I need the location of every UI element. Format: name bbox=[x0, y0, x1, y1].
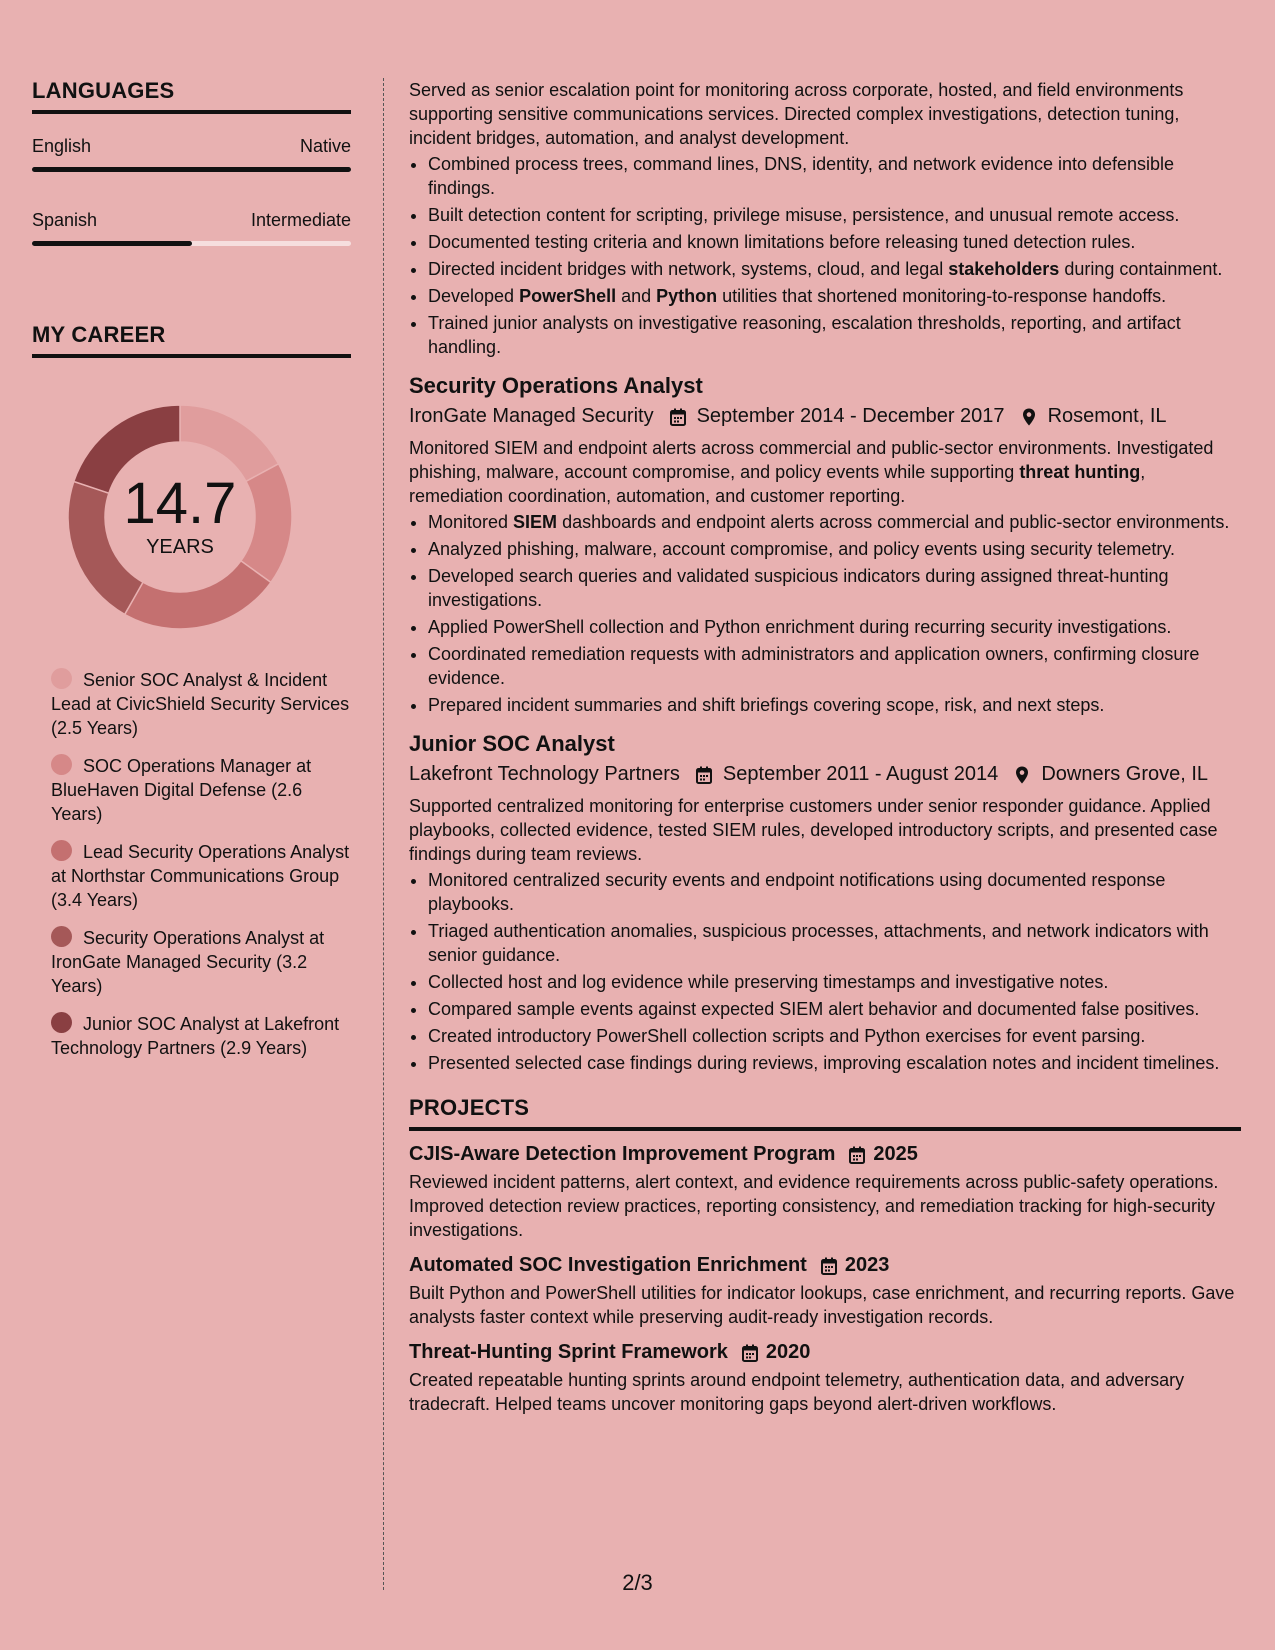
text-run: Analyzed phishing, malware, account compromise, and policy events using security telemetry. bbox=[428, 539, 1176, 559]
text-run: Developed search queries and validated suspicious indicators during assigned threat-hunting investigations. bbox=[428, 566, 1169, 610]
languages-heading: LANGUAGES bbox=[32, 78, 351, 114]
project-name: Threat-Hunting Sprint Framework bbox=[409, 1341, 728, 1363]
career-total-years: 14.7 bbox=[123, 471, 237, 536]
bullet-item bbox=[428, 203, 1241, 227]
legend-label: Lead Security Operations Analyst at Northstar Communications Group (3.4 Years) bbox=[51, 842, 350, 910]
legend-label: SOC Operations Manager at BlueHaven Digital Defense (2.6 Years) bbox=[51, 756, 312, 824]
legend-label: Junior SOC Analyst at Lakefront Technology Partners (2.9 Years) bbox=[51, 1014, 340, 1058]
text-run: Coordinated remediation requests with administrators and application owners, confirming closure evidence. bbox=[428, 644, 1200, 688]
bullet-item bbox=[428, 642, 1241, 690]
job-dates: September 2014 - December 2017 bbox=[696, 405, 1005, 427]
bullet-item bbox=[428, 284, 1241, 308]
language-level-fill bbox=[32, 241, 192, 246]
project-year: 2025 bbox=[873, 1143, 918, 1165]
bold-keyword: SIEM bbox=[513, 512, 558, 532]
bullet-item bbox=[428, 1051, 1241, 1075]
job-entry bbox=[409, 373, 1241, 717]
bullet-item bbox=[428, 615, 1241, 639]
text-run: Triaged authentication anomalies, suspicious processes, attachments, and network indicators with senior guidance. bbox=[428, 921, 1209, 965]
calendar-icon bbox=[740, 1343, 760, 1363]
language-row bbox=[32, 136, 351, 157]
project-name: CJIS-Aware Detection Improvement Program bbox=[409, 1143, 836, 1165]
calendar-icon bbox=[694, 765, 714, 785]
legend-swatch bbox=[51, 668, 72, 689]
project-title-row bbox=[409, 1143, 1241, 1166]
job-company: Lakefront Technology Partners bbox=[409, 763, 680, 785]
job-bullets bbox=[409, 510, 1241, 717]
bullet-item bbox=[428, 970, 1241, 994]
career-total-unit: YEARS bbox=[146, 536, 214, 558]
donut-segment bbox=[180, 405, 279, 481]
page-number: 2/3 bbox=[622, 1570, 653, 1595]
location-pin-icon bbox=[1019, 407, 1039, 427]
job-title: Security Operations Analyst bbox=[409, 373, 703, 398]
bullet-item bbox=[428, 152, 1241, 200]
legend-item bbox=[51, 668, 351, 740]
language-level-fill bbox=[32, 167, 351, 172]
legend-item bbox=[51, 840, 351, 912]
bold-keyword: Python bbox=[656, 286, 718, 306]
text-run: Prepared incident summaries and shift briefings covering scope, risk, and next steps. bbox=[428, 695, 1105, 715]
bold-keyword: PowerShell bbox=[519, 286, 617, 306]
project-name: Automated SOC Investigation Enrichment bbox=[409, 1254, 807, 1276]
job-meta bbox=[409, 763, 1241, 786]
project-year: 2020 bbox=[765, 1341, 811, 1363]
job-title: Junior SOC Analyst bbox=[409, 731, 615, 756]
language-name: English bbox=[32, 136, 92, 156]
job-location: Rosemont, IL bbox=[1047, 405, 1167, 427]
text-run: Built detection content for scripting, privilege misuse, persistence, and unusual remote access. bbox=[428, 205, 1180, 225]
job-meta bbox=[409, 405, 1241, 428]
project-year: 2023 bbox=[844, 1254, 890, 1276]
text-run: dashboards and endpoint alerts across commercial and public-sector environments. bbox=[557, 512, 1230, 532]
text-run: utilities that shortened monitoring-to-response handoffs. bbox=[717, 286, 1167, 306]
text-run: Monitored bbox=[428, 512, 514, 532]
job-summary bbox=[409, 436, 1241, 508]
text-run: and bbox=[616, 286, 657, 306]
text-run: Supported centralized monitoring for enterprise customers under senior responder guidance. Applied playbooks, collected evidence, tested SIEM rules, developed introductory scripts, and presented case findings during team reviews. bbox=[409, 796, 1218, 864]
bullet-item bbox=[428, 997, 1241, 1021]
job-company: IronGate Managed Security bbox=[409, 405, 654, 427]
job-dates: September 2011 - August 2014 bbox=[722, 763, 999, 785]
text-run: Collected host and log evidence while preserving timestamps and investigative notes. bbox=[428, 972, 1109, 992]
bullet-item bbox=[428, 311, 1241, 359]
text-run: during containment. bbox=[1059, 259, 1223, 279]
project-description: Reviewed incident patterns, alert context, and evidence requirements across public-safety operations. Improved detection review practices, reporting consistency, and remediation tracking for high-security investigations. bbox=[409, 1172, 1219, 1240]
career-donut-chart bbox=[65, 402, 295, 632]
legend-swatch bbox=[51, 1012, 72, 1033]
text-run: Presented selected case findings during reviews, improving escalation notes and incident timelines. bbox=[428, 1053, 1220, 1073]
projects-list bbox=[409, 1143, 1241, 1416]
experience-list bbox=[409, 373, 1241, 1075]
project-title-row bbox=[409, 1254, 1241, 1277]
legend-swatch bbox=[51, 926, 72, 947]
bullet-item bbox=[428, 257, 1241, 281]
donut-segment bbox=[125, 561, 271, 629]
career-heading: MY CAREER bbox=[32, 322, 351, 358]
language-level-bar bbox=[32, 241, 351, 246]
project-title-row bbox=[409, 1341, 1241, 1364]
project-description: Created repeatable hunting sprints around endpoint telemetry, authentication data, and adversary tradecraft. Helped teams uncover monitoring gaps beyond alert-driven workflows. bbox=[409, 1370, 1185, 1414]
text-run: Monitored SIEM and endpoint alerts across commercial and public-sector environments. Investigated phishing, malware, account compromise, and policy events while supporting bbox=[409, 438, 1214, 482]
language-level: Native bbox=[299, 136, 351, 156]
text-run: Developed bbox=[428, 286, 520, 306]
text-run: Created introductory PowerShell collection scripts and Python exercises for event parsing. bbox=[428, 1026, 1146, 1046]
calendar-icon bbox=[847, 1145, 867, 1165]
project-description: Built Python and PowerShell utilities for indicator lookups, case enrichment, and recurring reports. Gave analysts faster context while preserving audit-ready investigation records. bbox=[409, 1283, 1235, 1327]
legend-label: Senior SOC Analyst & Incident Lead at CivicShield Security Services (2.5 Years) bbox=[51, 670, 350, 738]
text-run: Trained junior analysts on investigative reasoning, escalation thresholds, reporting, and artifact handling. bbox=[428, 313, 1181, 357]
text-run: Monitored centralized security events and endpoint notifications using documented response playbooks. bbox=[428, 870, 1166, 914]
bullet-item bbox=[428, 510, 1241, 534]
location-pin-icon bbox=[1012, 765, 1032, 785]
bullet-item bbox=[428, 537, 1241, 561]
language-level-bar bbox=[32, 167, 351, 172]
previous-role-bullets bbox=[409, 152, 1241, 359]
job-summary bbox=[409, 794, 1241, 866]
bullet-item bbox=[428, 919, 1241, 967]
language-name: Spanish bbox=[32, 210, 98, 230]
bullet-item bbox=[428, 693, 1241, 717]
sidebar bbox=[32, 78, 351, 1074]
text-run: Applied PowerShell collection and Python enrichment during recurring security investigations. bbox=[428, 617, 1172, 637]
legend-item bbox=[51, 926, 351, 998]
job-location: Downers Grove, IL bbox=[1041, 763, 1209, 785]
main-content bbox=[409, 78, 1241, 1416]
text-run: Documented testing criteria and known limitations before releasing tuned detection rules. bbox=[428, 232, 1136, 252]
column-divider bbox=[383, 78, 384, 1590]
legend-swatch bbox=[51, 840, 72, 861]
legend-label: Security Operations Analyst at IronGate Managed Security (3.2 Years) bbox=[51, 928, 325, 996]
legend-item bbox=[51, 754, 351, 826]
bullet-item bbox=[428, 230, 1241, 254]
donut-center bbox=[65, 471, 295, 559]
bold-keyword: threat hunting bbox=[1019, 462, 1141, 482]
calendar-icon bbox=[668, 407, 688, 427]
legend-item bbox=[51, 1012, 351, 1060]
calendar-icon bbox=[819, 1256, 839, 1276]
job-entry bbox=[409, 731, 1241, 1075]
language-level: Intermediate bbox=[250, 210, 351, 230]
language-row bbox=[32, 210, 351, 231]
projects-heading: PROJECTS bbox=[409, 1095, 1241, 1131]
job-bullets bbox=[409, 868, 1241, 1075]
text-run: Combined process trees, command lines, DNS, identity, and network evidence into defensible findings. bbox=[428, 154, 1175, 198]
text-run: Directed incident bridges with network, systems, cloud, and legal bbox=[428, 259, 949, 279]
bold-keyword: stakeholders bbox=[948, 259, 1060, 279]
bullet-item bbox=[428, 564, 1241, 612]
legend-swatch bbox=[51, 754, 72, 775]
previous-role-summary: Served as senior escalation point for monitoring across corporate, hosted, and field environments supporting sensitive communications services. Directed complex investigations, detection tuning, incident bridges, automation, and analyst development. bbox=[409, 80, 1184, 148]
bullet-item bbox=[428, 1024, 1241, 1048]
bullet-item bbox=[428, 868, 1241, 916]
text-run: Compared sample events against expected SIEM alert behavior and documented false positives. bbox=[428, 999, 1200, 1019]
career-legend bbox=[51, 668, 351, 1060]
languages-list bbox=[32, 136, 351, 246]
text-run: , remediation coordination, automation, and customer reporting. bbox=[409, 462, 1146, 506]
